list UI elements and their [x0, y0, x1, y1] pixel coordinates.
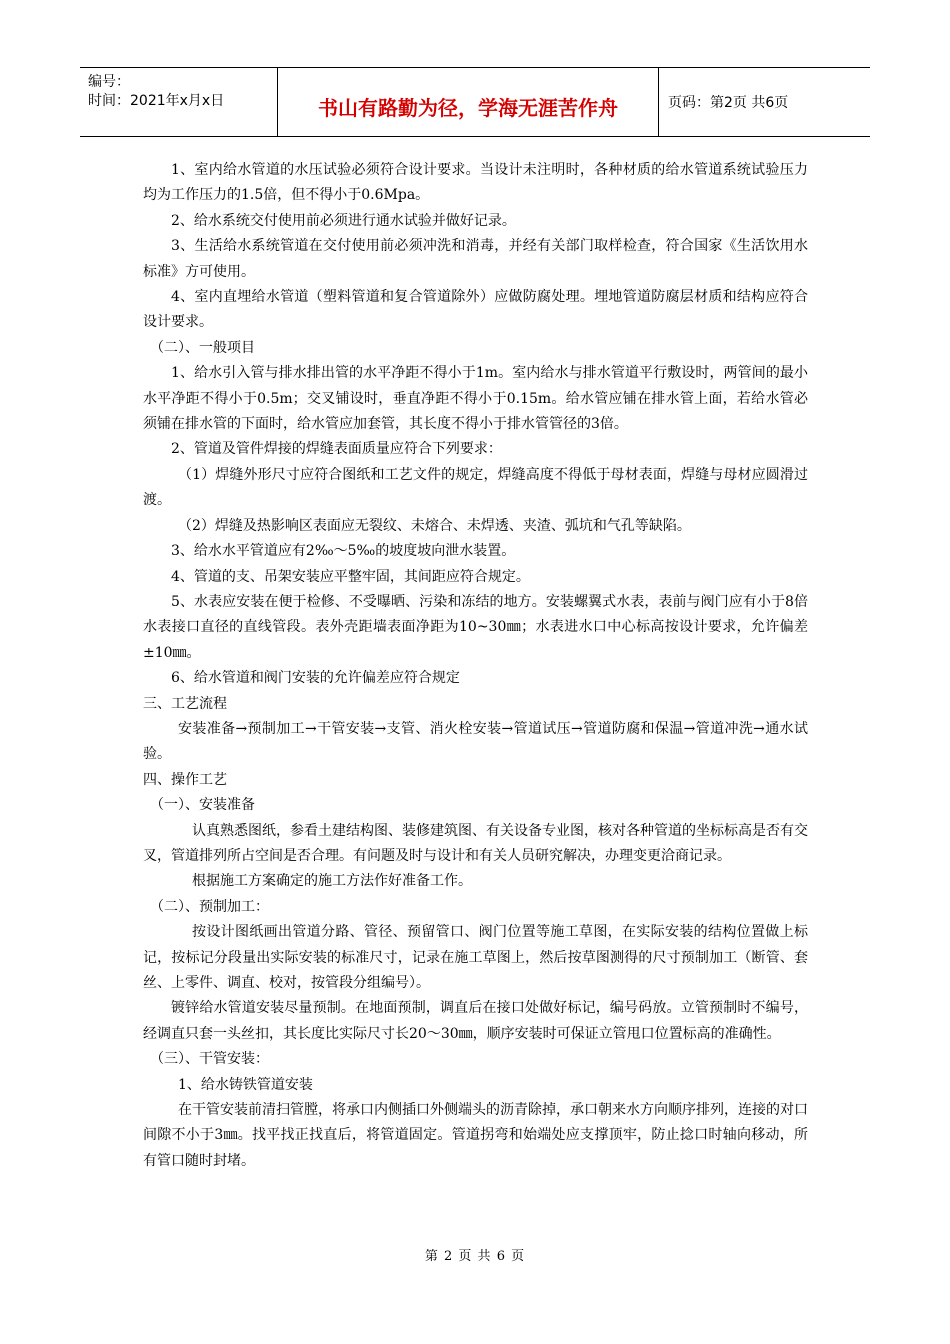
section-heading: （二）、预制加工：: [150, 898, 269, 915]
section-heading: （二）、一般项目: [150, 339, 255, 356]
page-footer: 第 2 页 共 6 页: [424, 1249, 526, 1264]
paragraph: 认真熟悉图纸，参看土建结构图、装修建筑图、有关设备专业图，核对各种管道的坐标标高是否有交叉，管道排列所占空间是否合理。有问题及时与设计和有关人员研究解决，办理变更洽商记录。: [143, 822, 808, 864]
paragraph: 1、室内给水管道的水压试验必须符合设计要求。当设计未注明时，各种材质的给水管道系统试验压力均为工作压力的1.5倍，但不得小于0.6Mpa。: [143, 162, 808, 204]
paragraph: 3、生活给水系统管道在交付使用前必须冲洗和消毒，并经有关部门取样检查，符合国家《生活饮用水标准》方可使用。: [143, 238, 808, 280]
section-heading: （一）、安装准备: [150, 797, 255, 814]
paragraph: 根据施工方案确定的施工方法作好准备工作。: [192, 873, 472, 890]
paragraph: 在干管安装前清扫管膛，将承口内侧插口外侧端头的沥青除掉，承口朝来水方向顺序排列，连接的对口间隙不小于3㎜。找平找正找直后，将管道固定。管道拐弯和始端处应支撑顶牢，防止捻口时轴向移动，所有管口随时封堵。: [143, 1102, 808, 1169]
paragraph: 3、给水水平管道应有2‰～5‰的坡度坡向泄水装置。: [171, 543, 516, 560]
section-heading: 三、工艺流程: [143, 695, 227, 712]
paragraph: 安装准备→预制加工→干管安装→支管、消火栓安装→管道试压→管道防腐和保温→管道冲洗→通水试验。: [143, 720, 808, 763]
paragraph: 2、管道及管件焊接的焊缝表面质量应符合下列要求：: [171, 441, 502, 458]
paragraph: 按设计图纸画出管道分路、管径、预留管口、阀门位置等施工草图，在实际安装的结构位置做上标记，按标记分段量出实际安装的标准尺寸，记录在施工草图上，然后按草图测得的尺寸预制加工（断管、套丝、上零件、调直、校对，按管段分组编号）。: [143, 924, 808, 991]
paragraph: 4、室内直埋给水管道（塑料管道和复合管道除外）应做防腐处理。埋地管道防腐层材质和结构应符合设计要求。: [143, 289, 808, 331]
paragraph: 2、给水系统交付使用前必须进行通水试验并做好记录。: [171, 212, 516, 229]
section-heading: 四、操作工艺: [143, 771, 227, 788]
header-meta: [80, 68, 278, 136]
paragraph: 1、给水引入管与排水排出管的水平净距不得小于1m。室内给水与排水管道平行敷设时，两管间的最小水平净距不得小于0.5m；交叉铺设时，垂直净距不得小于0.15m。给水管应铺在排水管上面，若给水管必须铺在排水管的下面时，给水管应加套管，其长度不得小于排水管管径的3倍。: [143, 365, 808, 433]
header-page-info: 页码：第2页 共6页: [668, 95, 789, 111]
date-text: 时间：2021年x月x日: [88, 93, 225, 109]
paragraph: （1）焊缝外形尺寸应符合图纸和工艺文件的规定，焊缝高度不得低于母材表面，焊缝与母材应圆滑过渡。: [143, 466, 808, 509]
motto-text: 书山有路勤为径，学海无涯苦作舟: [318, 96, 618, 120]
paragraph: 5、水表应安装在便于检修、不受曝晒、污染和冻结的地方。安装螺翼式水表，表前与阀门应有小于8倍水表接口直径的直线管段。表外壳距墙表面净距为10~30㎜；水表进水口中心标高按设计要求，允许偏差±10㎜。: [143, 593, 808, 661]
header-motto-cell: [278, 68, 659, 136]
serial-number-label: 编号：: [88, 74, 130, 90]
paragraph: （2）焊缝及热影响区表面应无裂纹、未熔合、未焊透、夹渣、弧坑和气孔等缺陷。: [178, 517, 691, 534]
paragraph: 镀锌给水管道安装尽量预制。在地面预制，调直后在接口处做好标记，编号码放。立管预制时不编号，经调直只套一头丝扣，其长度比实际尺寸长20～30㎜，顺序安装时可保证立管甩口位置标高的准确性。: [143, 1000, 808, 1042]
paragraph: 6、给水管道和阀门安装的允许偏差应符合规定: [171, 670, 460, 687]
paragraph: 4、管道的支、吊架安装应平整牢固，其间距应符合规定。: [171, 568, 530, 585]
paragraph: 1、给水铸铁管道安装: [178, 1076, 313, 1093]
section-heading: （三）、干管安装：: [150, 1051, 269, 1068]
page-header: [80, 67, 870, 137]
document-body: [143, 158, 808, 1174]
